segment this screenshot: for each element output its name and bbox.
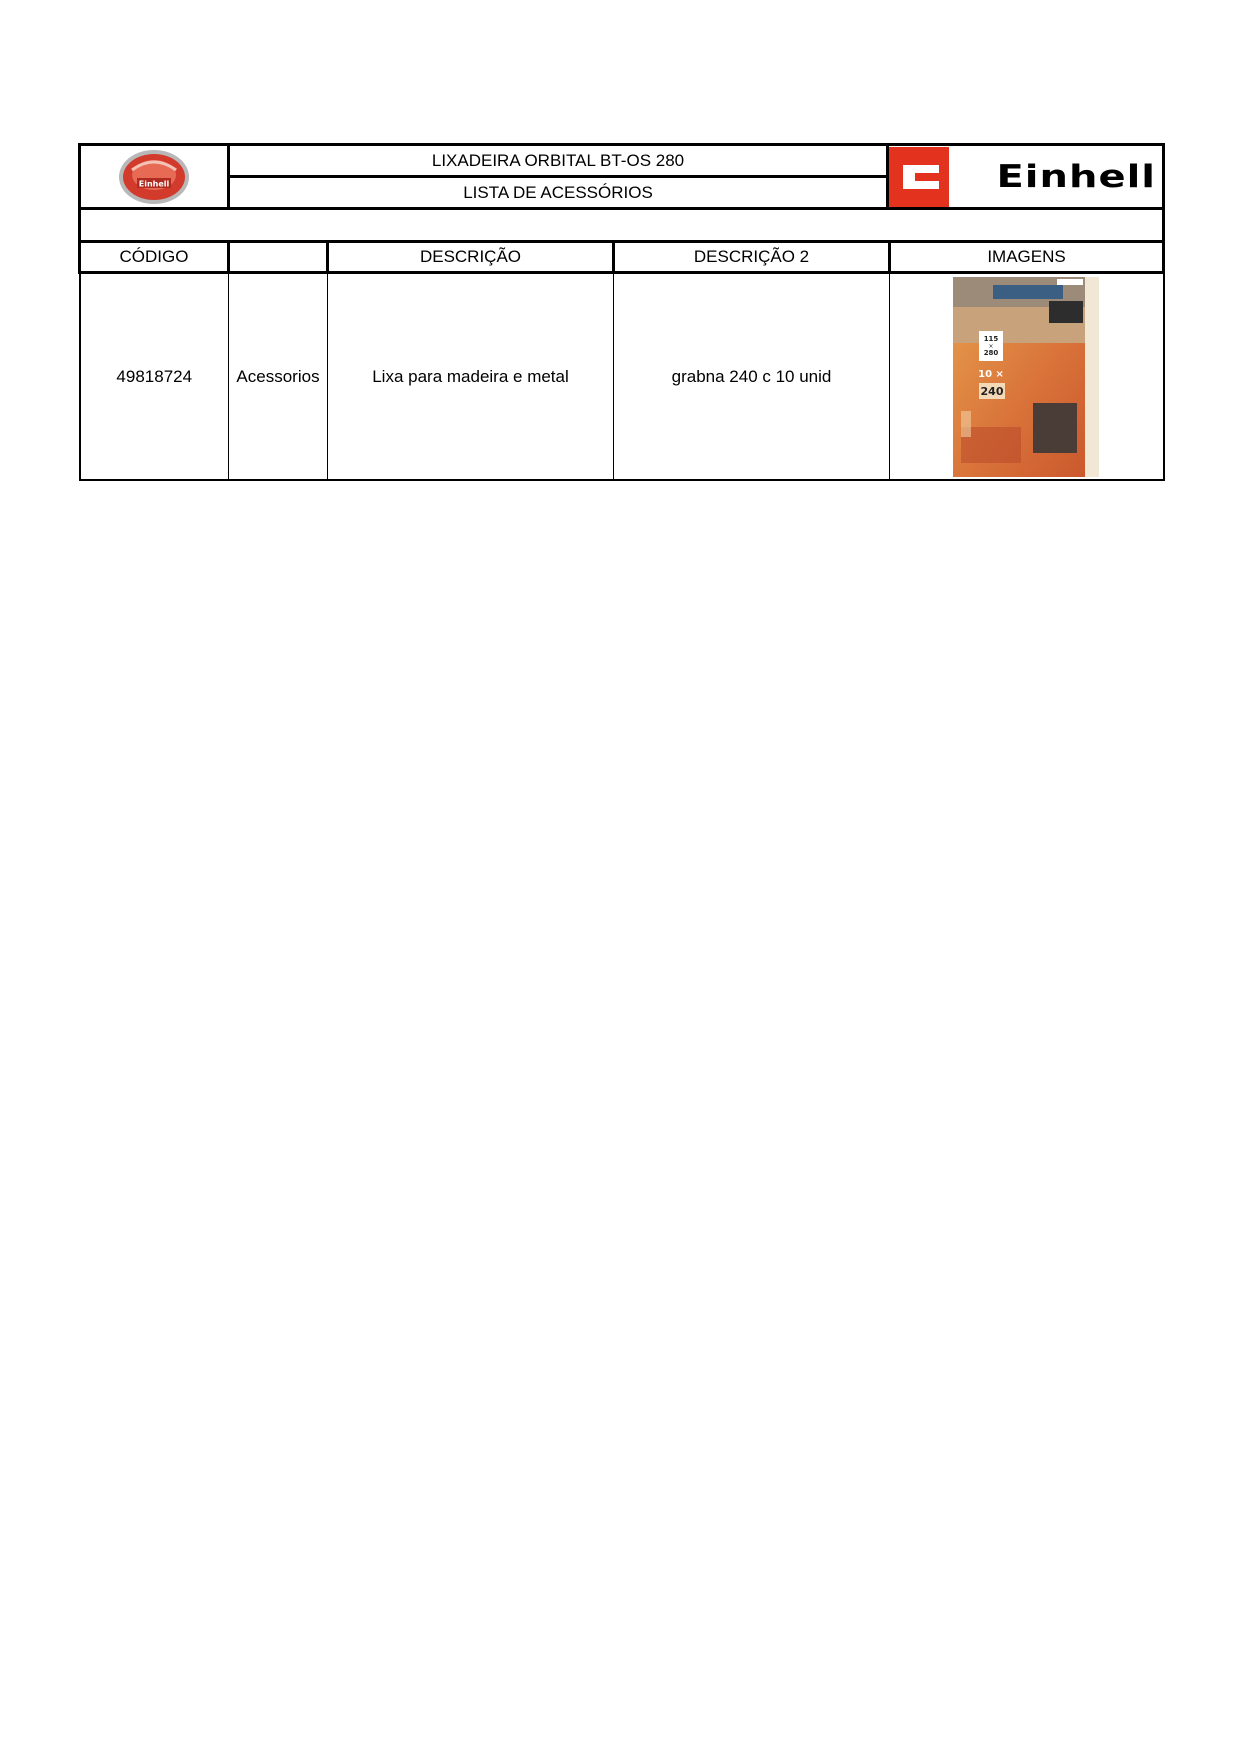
seal-cell	[80, 145, 229, 209]
cell-image	[890, 273, 1164, 481]
column-header-row	[80, 242, 1164, 273]
spacer-row	[80, 209, 1164, 242]
list-subtitle: LISTA DE ACESSÓRIOS	[229, 177, 888, 209]
brand-cell	[888, 145, 1164, 209]
accessory-sheet	[78, 143, 1162, 481]
sandpaper-package-image	[953, 277, 1099, 477]
column-header-category	[229, 242, 328, 273]
cell-description: Lixa para madeira e metal	[328, 273, 614, 481]
einhell-logo-icon	[889, 147, 1162, 207]
einhell-e-mark-icon	[889, 147, 949, 207]
svg-text:115: 115	[983, 334, 999, 343]
product-title: LIXADEIRA ORBITAL BT-OS 280	[229, 145, 888, 177]
table-row	[80, 273, 1164, 481]
brand-wordmark: Einhell	[996, 158, 1156, 195]
cell-category: Acessorios	[229, 273, 328, 481]
column-header-images: IMAGENS	[890, 242, 1164, 273]
svg-text:10 ×: 10 ×	[978, 368, 1005, 380]
svg-text:Einhell: Einhell	[138, 179, 170, 188]
svg-text:280: 280	[983, 348, 999, 357]
svg-text:240: 240	[980, 384, 1004, 398]
svg-text:×: ×	[988, 342, 994, 350]
column-header-description-2: DESCRIÇÃO 2	[614, 242, 890, 273]
cell-code: 49818724	[80, 273, 229, 481]
header-table	[78, 143, 1165, 210]
column-header-code: CÓDIGO	[80, 242, 229, 273]
column-header-description: DESCRIÇÃO	[328, 242, 614, 273]
cell-description-2: grabna 240 c 10 unid	[614, 273, 890, 481]
accessories-table	[78, 207, 1165, 481]
authorized-service-seal-icon	[117, 149, 191, 205]
